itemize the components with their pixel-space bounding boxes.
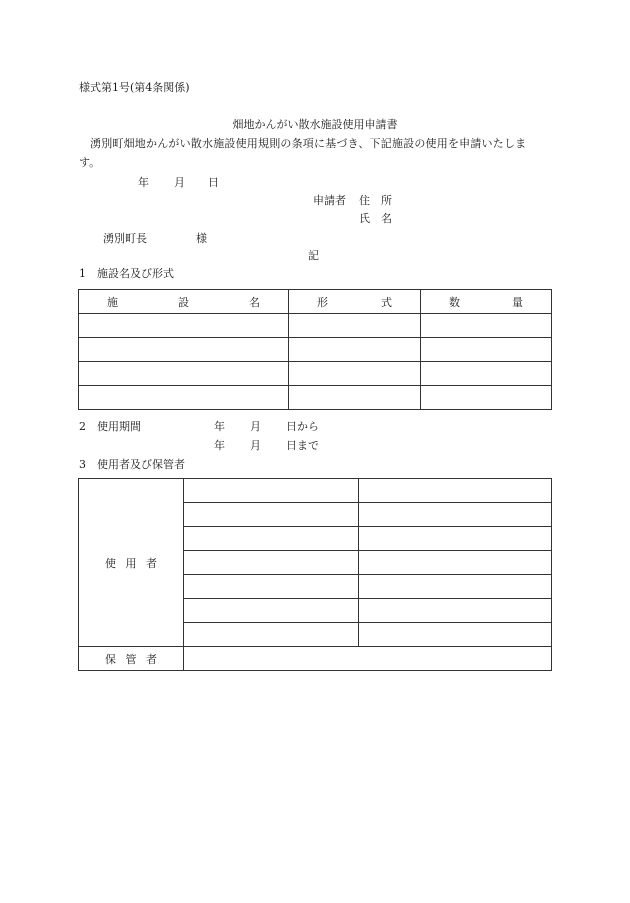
- header-char: 施: [107, 295, 118, 309]
- facility-name-cell[interactable]: [79, 386, 289, 410]
- keeper-value-cell[interactable]: [184, 647, 552, 671]
- header-char: 数: [449, 295, 460, 309]
- name-label: 氏 名: [359, 212, 392, 225]
- column-header-format: [289, 290, 421, 314]
- period-to-day: 日まで: [286, 439, 319, 452]
- facility-name-cell[interactable]: [79, 362, 289, 386]
- addressee-mayor: 湧別町長: [103, 232, 147, 245]
- section1-heading: 1 施設名及び形式: [79, 267, 174, 280]
- facility-name-cell[interactable]: [79, 338, 289, 362]
- intro-line-1: 湧別町畑地かんがい散水施設使用規則の条項に基づき、下記施設の使用を申請いたしま: [90, 137, 527, 150]
- period-to-year: 年: [214, 439, 225, 452]
- period-from-day: 日から: [286, 420, 319, 433]
- address-label: 住 所: [359, 194, 392, 207]
- applicant-label: 申請者: [313, 194, 346, 207]
- label-char: 者: [146, 652, 157, 666]
- table-row: [79, 386, 552, 410]
- label-char: 使: [105, 556, 116, 570]
- section2-heading: 2 使用期間: [79, 420, 141, 433]
- column-header-quantity: [421, 290, 552, 314]
- period-from-month: 月: [250, 420, 261, 433]
- ki-heading: 記: [308, 249, 319, 262]
- addressee-honorific: 様: [196, 232, 207, 245]
- user-field-cell[interactable]: [184, 479, 359, 503]
- intro-line-2: す。: [79, 156, 101, 169]
- label-char: 管: [125, 652, 137, 666]
- facility-table-header: [79, 290, 552, 314]
- format-cell[interactable]: [289, 314, 421, 338]
- quantity-cell[interactable]: [421, 386, 552, 410]
- user-value-cell[interactable]: [359, 479, 552, 503]
- quantity-cell[interactable]: [421, 338, 552, 362]
- user-value-cell[interactable]: [359, 503, 552, 527]
- user-field-cell[interactable]: [184, 503, 359, 527]
- facility-name-cell[interactable]: [79, 314, 289, 338]
- period-to-month: 月: [250, 439, 261, 452]
- user-value-cell[interactable]: [359, 575, 552, 599]
- user-label-cell: [79, 479, 184, 647]
- format-cell[interactable]: [289, 362, 421, 386]
- date-year-label: 年: [138, 176, 149, 189]
- user-value-cell[interactable]: [359, 599, 552, 623]
- facility-table: [78, 289, 552, 410]
- header-char: 形: [317, 295, 328, 309]
- header-char: 設: [178, 295, 189, 309]
- table-row: [79, 479, 552, 503]
- header-char: 量: [512, 295, 523, 309]
- format-cell[interactable]: [289, 338, 421, 362]
- period-from-year: 年: [214, 420, 225, 433]
- quantity-cell[interactable]: [421, 362, 552, 386]
- user-value-cell[interactable]: [359, 551, 552, 575]
- quantity-cell[interactable]: [421, 314, 552, 338]
- label-char: 保: [105, 652, 116, 666]
- user-field-cell[interactable]: [184, 575, 359, 599]
- section3-heading: 3 使用者及び保管者: [79, 458, 185, 471]
- user-field-cell[interactable]: [184, 551, 359, 575]
- format-cell[interactable]: [289, 386, 421, 410]
- header-char: 名: [249, 295, 260, 309]
- date-day-label: 日: [208, 176, 219, 189]
- user-field-cell[interactable]: [184, 527, 359, 551]
- label-char: 者: [146, 556, 157, 570]
- header-char: 式: [381, 295, 392, 309]
- date-month-label: 月: [174, 176, 185, 189]
- table-row: [79, 338, 552, 362]
- user-field-cell[interactable]: [184, 599, 359, 623]
- form-number: 様式第1号(第4条関係): [79, 81, 190, 94]
- table-row: [79, 647, 552, 671]
- document-title: 畑地かんがい散水施設使用申請書: [232, 118, 398, 131]
- label-char: 用: [125, 556, 137, 570]
- user-keeper-table: [78, 478, 552, 671]
- user-value-cell[interactable]: [359, 623, 552, 647]
- user-value-cell[interactable]: [359, 527, 552, 551]
- table-row: [79, 362, 552, 386]
- user-field-cell[interactable]: [184, 623, 359, 647]
- table-row: [79, 314, 552, 338]
- column-header-facility-name: [79, 290, 289, 314]
- keeper-label-cell: [79, 647, 184, 671]
